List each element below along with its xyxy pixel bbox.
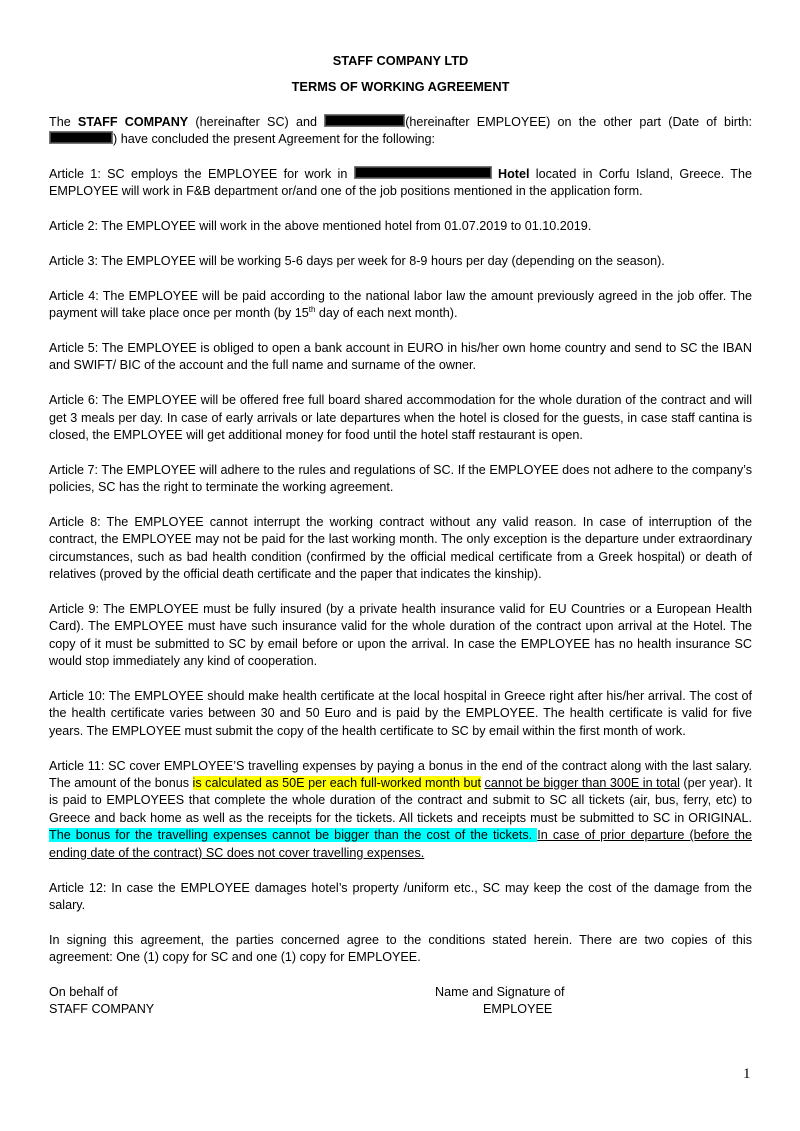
article-11-text-3: (per year). It is paid to EMPLOYEES that complete the whole duration of the contract and submit to SC all tickets (air, bus, ferry, etc) to Greece and back home as well as the receipts for the tickets. All tickets and receipts must be submitted to SC in ORIGINAL.	[49, 776, 753, 825]
article-11	[49, 758, 752, 862]
article-6: Article 6: The EMPLOYEE will be offered free full board shared accommodation for the whole duration of the contract and will get 3 meals per day. In case of early arrivals or late departures when the hotel is closed for the guests, in case staff cantina is closed, the EMPLOYEE will get additional money for food until the hotel staff restaurant is open.	[49, 393, 752, 443]
intro-text-4: ) have concluded the present Agreement for the following:	[113, 132, 436, 147]
redacted-date-of-birth	[49, 131, 113, 144]
document-title: TERMS OF WORKING AGREEMENT	[291, 79, 510, 95]
article-8: Article 8: The EMPLOYEE cannot interrupt the working contract without any valid reason. In case of interruption of the contract, the EMPLOYEE may not be paid for the last working month. The only exception is the departure under extraordinary circumstances, such as bad health condition (confirmed by the official medical certificate from a Greek hospital) or death of relatives (proved by the official death certificate and the paper that indicates the kinship).	[49, 515, 752, 582]
article-4-text-2: day of each next month).	[315, 306, 458, 321]
employee-signature	[435, 984, 565, 1019]
article-2: Article 2: The EMPLOYEE will work in the above mentioned hotel from 01.07.2019 to 01.10.2019.	[49, 219, 592, 234]
employee-signature-line-1: Name and Signature of	[435, 984, 565, 999]
article-4-superscript: th	[308, 305, 316, 315]
article-4-text-1: Article 4: The EMPLOYEE will be paid according to the national labor law the amount previously agreed in the job offer. The payment will take place once per month (by 15	[49, 288, 752, 321]
article-4	[49, 288, 752, 323]
signature-block	[49, 984, 752, 1024]
article-3: Article 3: The EMPLOYEE will be working 5-6 days per week for 8-9 hours per day (depending on the season).	[49, 254, 665, 269]
agreement-page	[49, 50, 752, 1024]
page-number: 1	[743, 1066, 751, 1082]
article-9: Article 9: The EMPLOYEE must be fully insured (by a private health insurance valid for EU Countries or a European Health Card). The EMPLOYEE must have such insurance valid for the whole duration of the contract upon arrival at the Hotel. The copy of it must be submitted to SC by email before or upon the arrival. In case the EMPLOYEE has no health insurance SC would stop immediately any kind of cooperation.	[49, 602, 752, 669]
redacted-hotel-name	[354, 166, 492, 179]
article-1-text-2: located in Corfu Island, Greece. The EMPLOYEE will work in F&B department or/and one of the job positions mentioned in the application form.	[49, 167, 753, 199]
article-7: Article 7: The EMPLOYEE will adhere to the rules and regulations of SC. If the EMPLOYEE does not adhere to the company’s policies, SC has the right to terminate the working agreement.	[49, 462, 752, 495]
article-1	[49, 166, 752, 201]
article-11-cyan-highlight: The bonus for the travelling expenses cannot be bigger than the cost of the tickets.	[49, 828, 538, 843]
company-signature-line-1: On behalf of	[49, 984, 118, 999]
article-10: Article 10: The EMPLOYEE should make health certificate at the local hospital in Greece right after his/her arrival. The cost of the health certificate varies between 30 and 50 Euro and is paid by the EMPLOYEE. The health certificate is valid for five years. The EMPLOYEE must submit the copy of the health certificate to SC by email within the first month of work.	[49, 689, 752, 738]
intro-text-1: The	[49, 114, 78, 129]
article-12: Article 12: In case the EMPLOYEE damages hotel’s property /uniform etc., SC may keep the cost of the damage from the salary.	[49, 880, 752, 912]
redacted-employee-name	[324, 114, 405, 127]
intro-text-3: (hereinafter EMPLOYEE) on the other part (Date of birth:	[405, 114, 752, 129]
closing-paragraph: In signing this agreement, the parties concerned agree to the conditions stated herein. There are two copies of this agreement: One (1) copy for SC and one (1) copy for EMPLOYEE.	[49, 932, 752, 965]
intro-text-2: (hereinafter SC) and	[188, 114, 325, 129]
company-signature	[49, 984, 154, 1019]
article-11-underlined-departure: In case of prior departure (before the ending date of the contract) SC does not cover travelling expenses.	[49, 828, 752, 860]
article-1-text-1: Article 1: SC employs the EMPLOYEE for work in	[49, 167, 354, 182]
company-heading: STAFF COMPANY LTD	[332, 53, 469, 68]
intro-company-name: STAFF COMPANY	[77, 114, 189, 129]
intro-paragraph	[49, 114, 752, 149]
article-11-text-1: Article 11: SC cover EMPLOYEE’S travelling expenses by paying a bonus in the end of the contract along with the last salary. The amount of the bonus	[49, 758, 752, 791]
article-11-yellow-highlight: is calculated as 50E per each full-worked month but	[192, 776, 481, 791]
article-11-underlined-limit: cannot be bigger than 300E in total	[484, 776, 680, 791]
company-signature-line-2: STAFF COMPANY	[49, 1002, 155, 1017]
employee-signature-line-2: EMPLOYEE	[483, 1002, 553, 1017]
article-1-hotel-label: Hotel	[498, 167, 530, 182]
article-5: Article 5: The EMPLOYEE is obliged to open a bank account in EURO in his/her own home country and send to SC the IBAN and SWIFT/ BIC of the account and the full name and surname of the owner.	[49, 341, 752, 373]
